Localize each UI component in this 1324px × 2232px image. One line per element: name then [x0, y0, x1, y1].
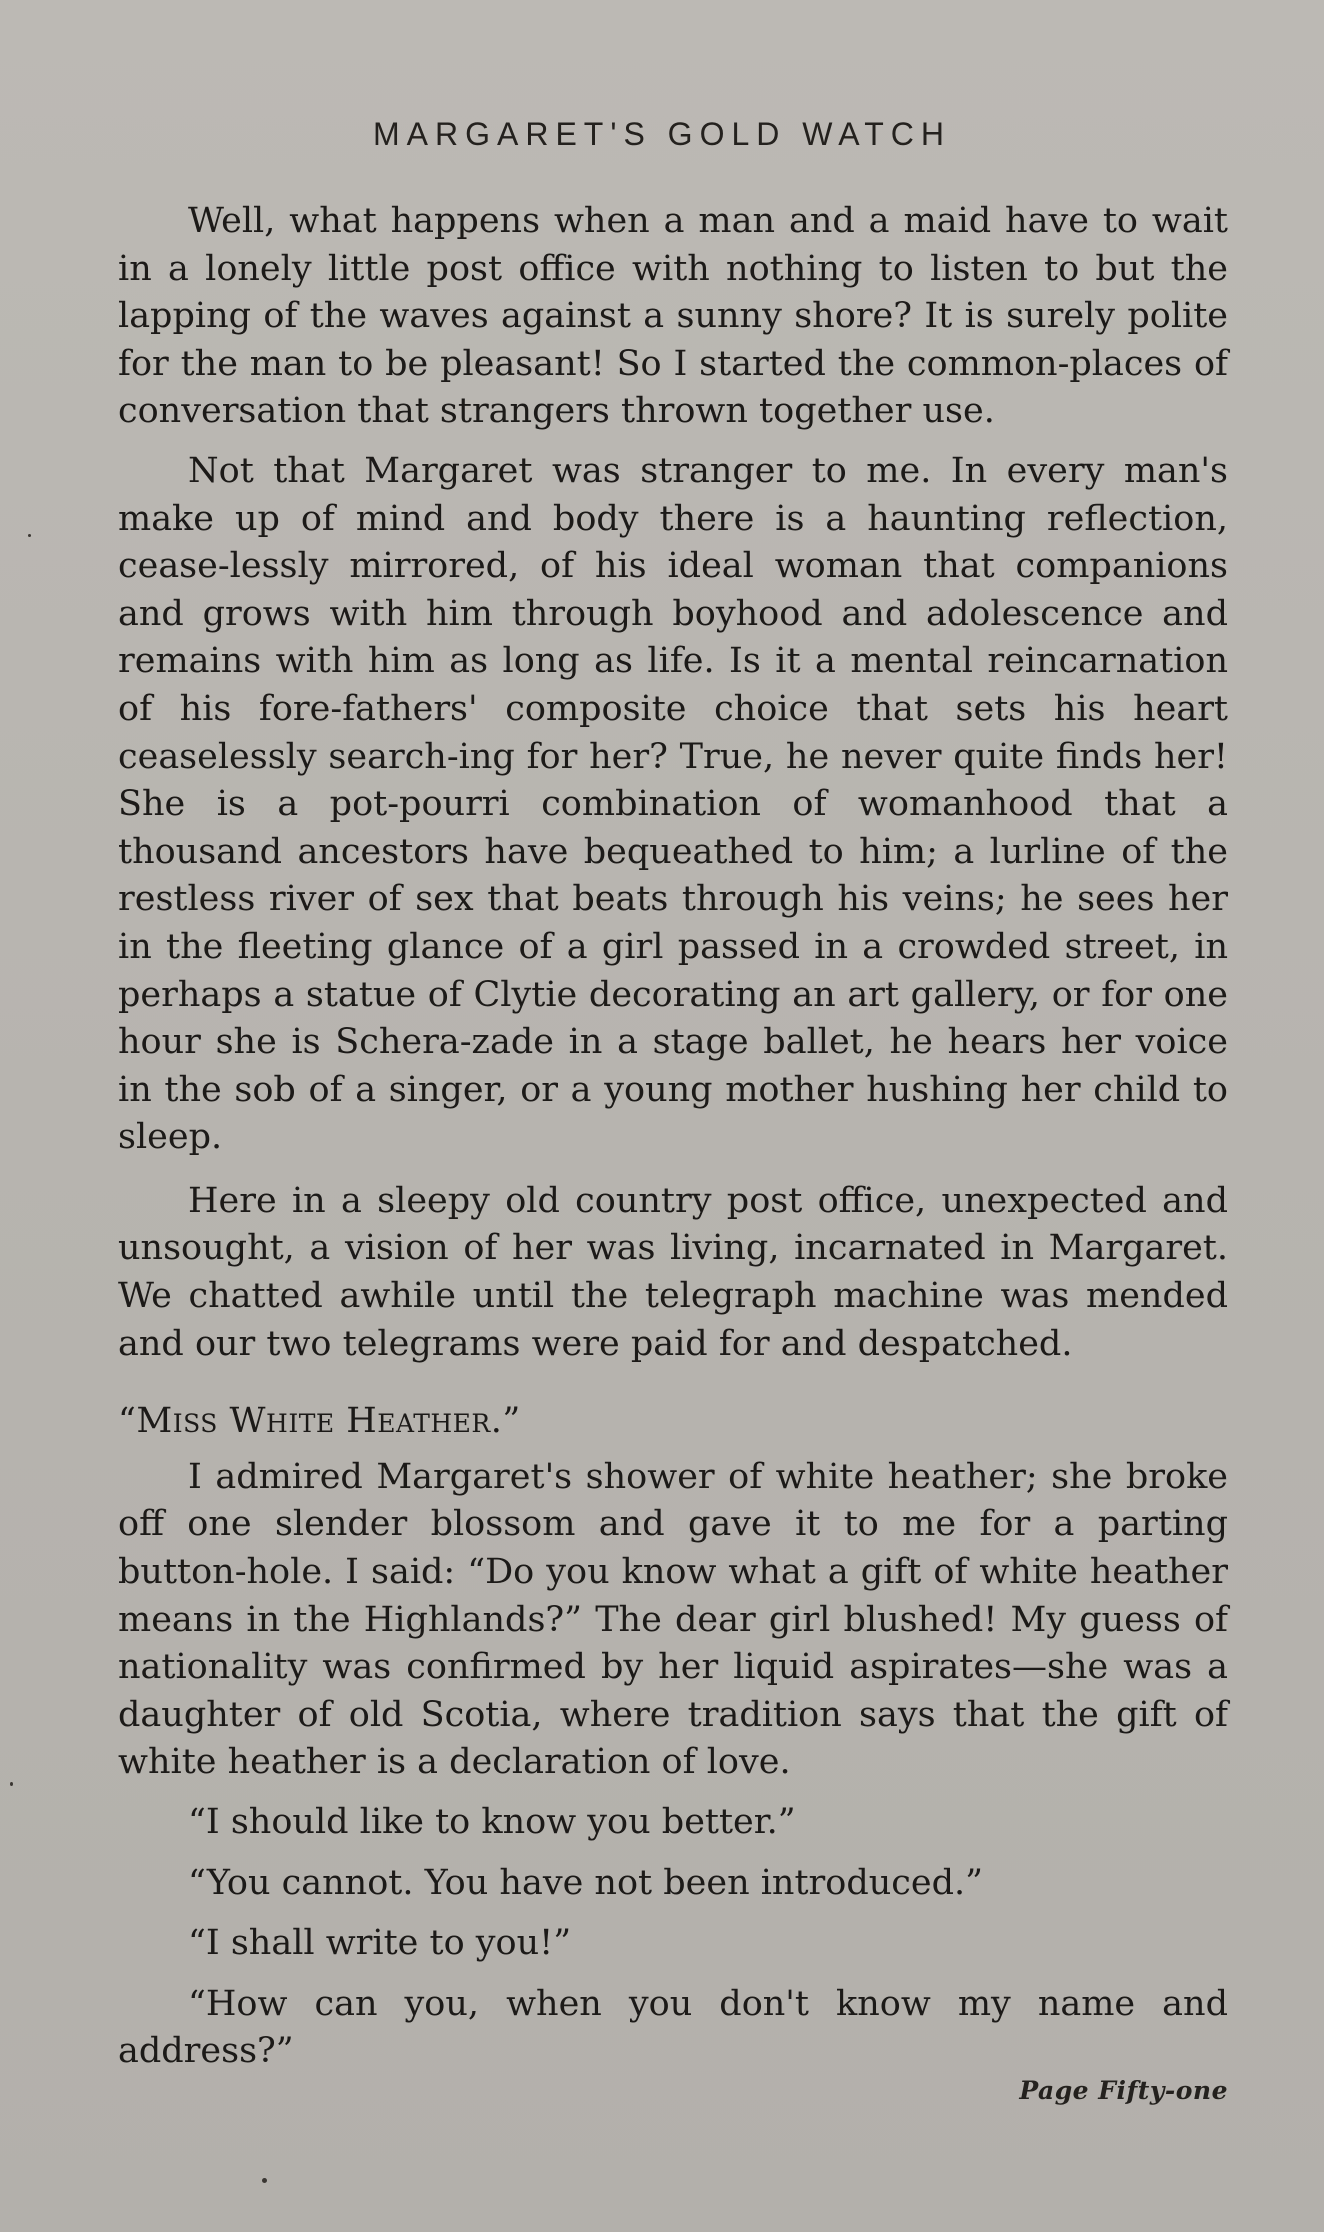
dialogue-line: “I should like to know you better.” — [188, 1802, 796, 1842]
paragraph: I admired Margaret's shower of white heather; she broke off one slender blossom and gave it to me for a parting button-hole. I said: “Do you know what a gift of white heather means in the Highlands?” The dear girl blushed! My guess of nationality was confirmed by her liquid aspirates—she was a daughter of old Scotia, where tradition says that the gift of white heather is a declaration of love. — [118, 1456, 1228, 1783]
dialogue-line: “You cannot. You have not been introduced.” — [188, 1862, 984, 1903]
paragraph: Well, what happens when a man and a maid have to wait in a lonely little post office with nothing to listen to but the lapping of the waves against a sunny shore? It is surely polite for the man to be pleasant! So I started the common-places of conversation that strangers thrown together use. — [118, 201, 1228, 432]
dialogue-line: “How can you, when you don't know my name and address?” — [118, 1983, 1228, 2072]
paragraph: Not that Margaret was stranger to me. In every man's make up of mind and body there is a haunting reflection, cease-lessly mirrored, of his ideal woman that companions and grows with him through boyhood and adolescence and remains with him as long as life. Is it a mental reincarnation of his fore-fathers' composite choice that sets his heart ceaselessly search-ing for her? True, he never quite finds her! She is a pot-pourri combination of womanhood that a thousand ancestors have bequeathed to him; a lurline of the restless river of sex that beats through his veins; he sees her in the fleeting glance of a girl passed in a crowded street, in perhaps a statue of Clytie decorating an art gallery, or for one hour she is Schera-zade in a stage ballet, he hears her voice in the sob of a singer, or a young mother hushing her child to sleep. — [118, 450, 1228, 1158]
paragraph: Here in a sleepy old country post office, unexpected and unsought, a vision of her was living, incarnated in Margaret. We chatted awhile until the telegraph machine was mended and our two telegrams were paid for and despatched. — [118, 1180, 1228, 1364]
running-title: MARGARET'S GOLD WATCH — [372, 116, 951, 152]
page-body — [118, 198, 1228, 2076]
paper-speck — [28, 534, 31, 537]
dialogue-line: “I shall write to you!” — [188, 1923, 572, 1964]
section-heading: “Miss White Heather.” — [118, 1401, 521, 1442]
paper-speck — [10, 1782, 13, 1786]
paper-speck — [262, 2178, 267, 2183]
page-number: Page Fifty-one — [1019, 2076, 1228, 2105]
